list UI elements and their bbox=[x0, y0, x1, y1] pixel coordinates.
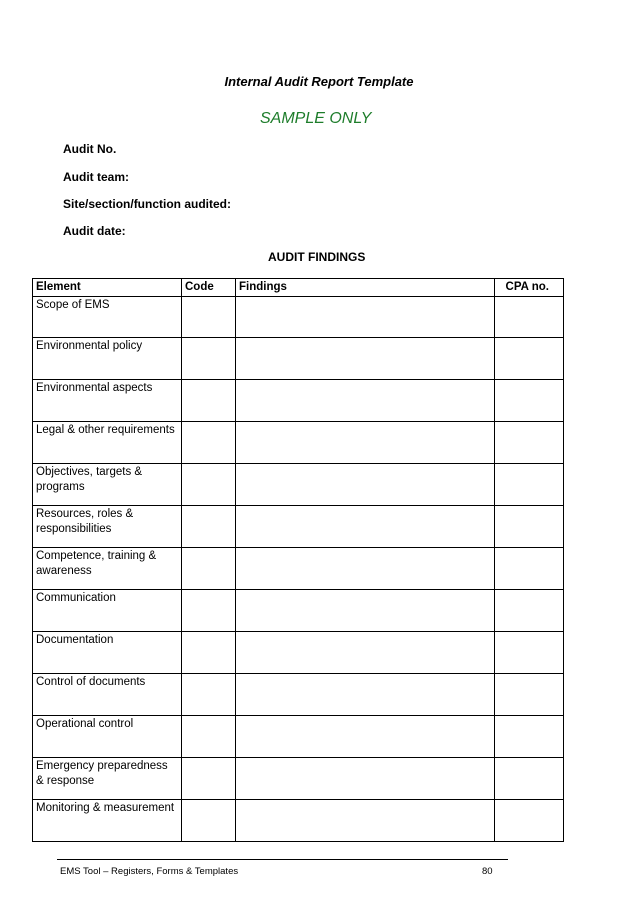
table-row bbox=[33, 548, 564, 590]
findings-cell bbox=[236, 590, 495, 632]
element-cell: Environmental aspects bbox=[33, 380, 182, 422]
findings-cell bbox=[236, 422, 495, 464]
element-cell: Emergency preparedness & response bbox=[33, 758, 182, 800]
table-row bbox=[33, 422, 564, 464]
element-cell: Environmental policy bbox=[33, 338, 182, 380]
table-row bbox=[33, 674, 564, 716]
findings-cell bbox=[236, 632, 495, 674]
findings-cell bbox=[236, 297, 495, 338]
element-cell: Competence, training & awareness bbox=[33, 548, 182, 590]
table-row bbox=[33, 506, 564, 548]
findings-cell bbox=[236, 674, 495, 716]
cpa-cell bbox=[495, 716, 564, 758]
audit-findings-heading: AUDIT FINDINGS bbox=[268, 250, 366, 264]
table-row bbox=[33, 590, 564, 632]
findings-cell bbox=[236, 548, 495, 590]
code-cell bbox=[182, 758, 236, 800]
element-cell: Monitoring & measurement bbox=[33, 800, 182, 842]
element-cell: Legal & other requirements bbox=[33, 422, 182, 464]
cpa-cell bbox=[495, 380, 564, 422]
table-row bbox=[33, 380, 564, 422]
element-cell: Documentation bbox=[33, 632, 182, 674]
table-row bbox=[33, 758, 564, 800]
sample-only-label: SAMPLE ONLY bbox=[260, 110, 372, 127]
findings-cell bbox=[236, 800, 495, 842]
cpa-cell bbox=[495, 422, 564, 464]
table-row bbox=[33, 716, 564, 758]
findings-cell bbox=[236, 338, 495, 380]
code-cell bbox=[182, 464, 236, 506]
column-header-cpa-no: CPA no. bbox=[495, 279, 564, 297]
cpa-cell bbox=[495, 590, 564, 632]
table-row bbox=[33, 338, 564, 380]
code-cell bbox=[182, 506, 236, 548]
cpa-cell bbox=[495, 464, 564, 506]
cpa-cell bbox=[495, 338, 564, 380]
element-cell: Scope of EMS bbox=[33, 297, 182, 338]
code-cell bbox=[182, 632, 236, 674]
findings-cell bbox=[236, 758, 495, 800]
cpa-cell bbox=[495, 632, 564, 674]
element-cell: Operational control bbox=[33, 716, 182, 758]
cpa-cell bbox=[495, 297, 564, 338]
cpa-cell bbox=[495, 800, 564, 842]
audit-date-label: Audit date: bbox=[63, 224, 126, 238]
column-header-element: Element bbox=[33, 279, 182, 297]
table-row bbox=[33, 297, 564, 338]
element-cell: Objectives, targets & programs bbox=[33, 464, 182, 506]
code-cell bbox=[182, 800, 236, 842]
table-row bbox=[33, 464, 564, 506]
footer-divider bbox=[57, 859, 508, 860]
code-cell bbox=[182, 716, 236, 758]
document-title: Internal Audit Report Template bbox=[224, 74, 414, 89]
element-cell: Control of documents bbox=[33, 674, 182, 716]
code-cell bbox=[182, 380, 236, 422]
page-number: 80 bbox=[482, 866, 493, 877]
code-cell bbox=[182, 548, 236, 590]
column-header-findings: Findings bbox=[236, 279, 495, 297]
table-row bbox=[33, 800, 564, 842]
footer-text: EMS Tool – Registers, Forms & Templates bbox=[60, 866, 239, 877]
audit-no-label: Audit No. bbox=[63, 142, 117, 156]
code-cell bbox=[182, 674, 236, 716]
element-cell: Resources, roles & responsibilities bbox=[33, 506, 182, 548]
findings-cell bbox=[236, 716, 495, 758]
code-cell bbox=[182, 422, 236, 464]
audit-team-label: Audit team: bbox=[63, 170, 129, 184]
element-cell: Communication bbox=[33, 590, 182, 632]
code-cell bbox=[182, 338, 236, 380]
findings-cell bbox=[236, 464, 495, 506]
cpa-cell bbox=[495, 674, 564, 716]
audit-findings-table bbox=[32, 278, 564, 842]
table-header-row bbox=[33, 279, 564, 297]
code-cell bbox=[182, 590, 236, 632]
site-section-label: Site/section/function audited: bbox=[63, 197, 232, 211]
cpa-cell bbox=[495, 758, 564, 800]
findings-cell bbox=[236, 506, 495, 548]
cpa-cell bbox=[495, 506, 564, 548]
code-cell bbox=[182, 297, 236, 338]
cpa-cell bbox=[495, 548, 564, 590]
table-row bbox=[33, 632, 564, 674]
column-header-code: Code bbox=[182, 279, 236, 297]
findings-cell bbox=[236, 380, 495, 422]
